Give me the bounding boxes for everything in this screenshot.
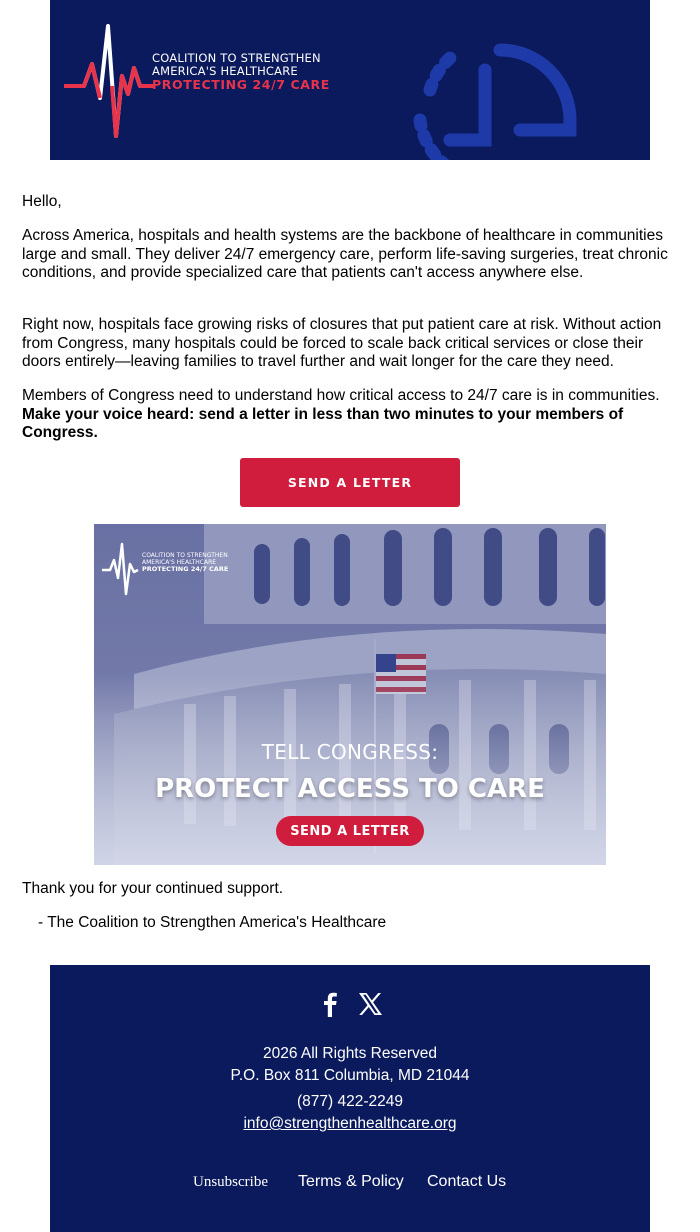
paragraph-congress-plain: Members of Congress need to understand how critical access to 24/7 care is in communities. bbox=[22, 387, 660, 404]
email-link[interactable]: info@strengthenhealthcare.org bbox=[243, 1115, 457, 1132]
rights-text: 2026 All Rights Reserved bbox=[262, 1045, 438, 1062]
heartbeat-logo-icon bbox=[64, 16, 154, 146]
facebook-icon[interactable] bbox=[315, 989, 345, 1019]
address-text: P.O. Box 811 Columbia, MD 21044 bbox=[230, 1067, 470, 1084]
phone-text: (877) 422-2249 bbox=[297, 1093, 403, 1110]
banner-send-letter-button[interactable]: SEND A LETTER bbox=[276, 816, 424, 846]
paragraph-congress-bold: Make your voice heard: send a letter in less than two minutes to your members of Congress. bbox=[22, 405, 624, 441]
banner-logo-tagline: PROTECTING 24/7 CARE bbox=[142, 565, 229, 573]
banner-headline-big: PROTECT ACCESS TO CARE bbox=[155, 774, 545, 804]
paragraph-risks: Right now, hospitals face growing risks of closures that put patient care at risk. Without action from Congress, many hospitals could be forced to scale back critical services or close their doors entirely—leaving families to travel further and wait longer for the care they need. bbox=[22, 316, 662, 370]
header-logo-text bbox=[152, 52, 330, 91]
banner-logo-line1: COALITION TO STRENGTHEN bbox=[142, 552, 228, 559]
capitol-dome-illustration bbox=[94, 524, 606, 865]
banner-headline-small: TELL CONGRESS: bbox=[261, 740, 439, 764]
unsubscribe-link[interactable]: Unsubscribe bbox=[193, 1174, 268, 1190]
greeting: Hello, bbox=[22, 193, 62, 210]
capitol-banner-image[interactable] bbox=[94, 524, 606, 865]
decorative-clock-icon bbox=[390, 30, 650, 160]
contact-link[interactable]: Contact Us bbox=[427, 1173, 507, 1190]
banner-logo-line2: AMERICA'S HEALTHCARE bbox=[142, 559, 217, 566]
x-icon[interactable] bbox=[355, 989, 385, 1019]
footer bbox=[50, 965, 650, 1232]
terms-link[interactable]: Terms & Policy bbox=[298, 1173, 404, 1190]
logo-line1: COALITION TO STRENGTHEN bbox=[152, 51, 321, 65]
thank-you-text: Thank you for your continued support. bbox=[22, 880, 284, 897]
header-banner bbox=[50, 0, 650, 160]
logo-tagline: PROTECTING 24/7 CARE bbox=[152, 77, 330, 92]
logo-line2: AMERICA'S HEALTHCARE bbox=[152, 64, 298, 78]
paragraph-hospitals: Across America, hospitals and health systems are the backbone of healthcare in communities large and small. They deliver 24/7 emergency care, perform life-saving surgeries, treat chronic conditions, and provide specialized care that patients can't access anywhere else. bbox=[22, 227, 668, 281]
signature: - The Coalition to Strengthen America's Healthcare bbox=[38, 914, 387, 931]
social-links bbox=[50, 989, 650, 1019]
paragraph-congress bbox=[22, 387, 680, 443]
banner-logo-text bbox=[142, 552, 228, 573]
send-letter-button[interactable]: SEND A LETTER bbox=[240, 458, 460, 507]
